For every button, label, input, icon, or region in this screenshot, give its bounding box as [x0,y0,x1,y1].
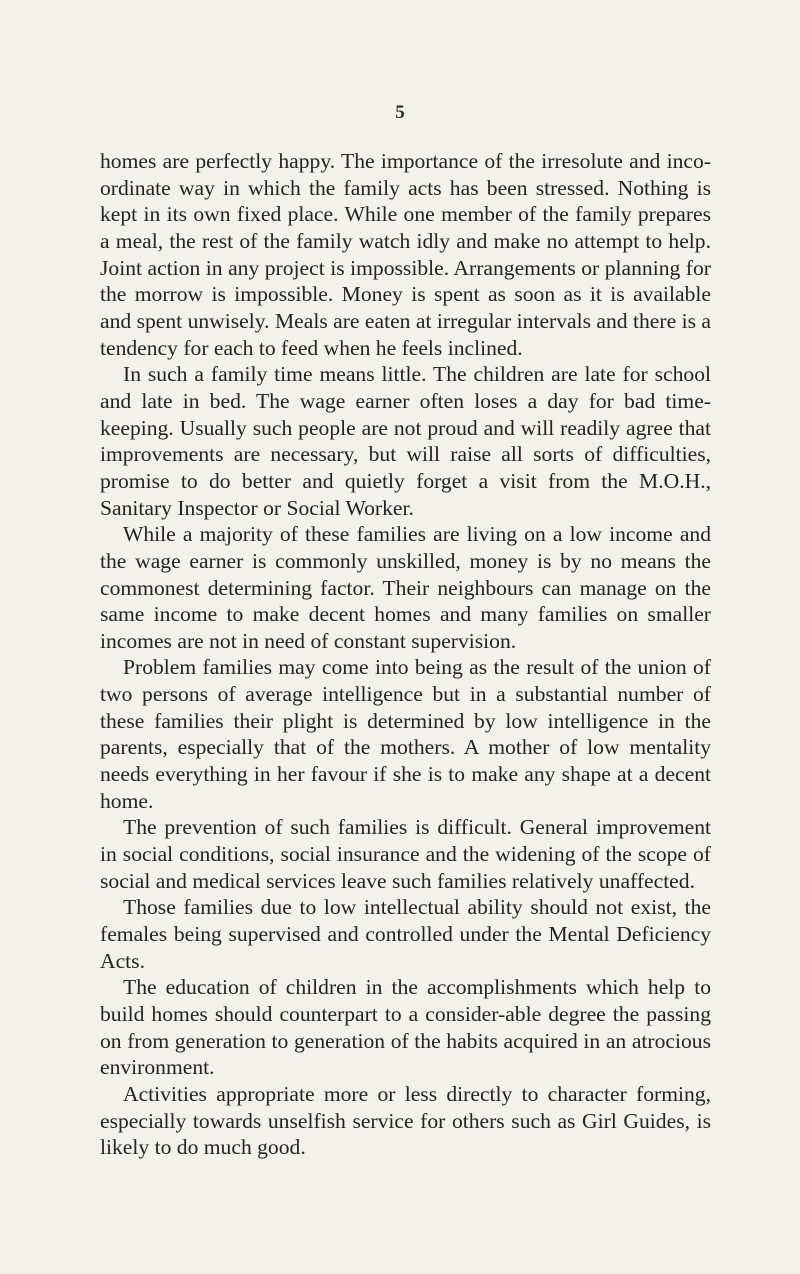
paragraph-6: Those families due to low intellectual ability should not exist, the females being supervised and controlled under the Mental Deficiency Acts. [100,895,711,973]
paragraph-2: In such a family time means little. The children are late for school and late in bed. The wage earner often loses a day for bad time-keeping. Usually such people are not proud and will readily agree that improvements are necessary, but will raise all sorts of difficulties, promise to do better and quietly forget a visit from the M.O.H., Sanitary Inspector or Social Worker. [100,362,711,520]
paragraph-4: Problem families may come into being as the result of the union of two persons of average intelligence but in a substantial number of these families their plight is determined by low intelligence in the parents, especially that of the mothers. A mother of low mentality needs everything in her favour if she is to make any shape at a decent home. [100,655,711,813]
page-number: 5 [395,102,405,123]
paragraph-1: homes are perfectly happy. The importance of the irresolute and inco-ordinate way in which the family acts has been stressed. Nothing is kept in its own fixed place. While one member of the family prepares a meal, the rest of the family watch idly and make no attempt to help. Joint action in any project is impossible. Arrangements or planning for the morrow is impossible. Money is spent as soon as it is available and spent unwisely. Meals are eaten at irregular intervals and there is a tendency for each to feed when he feels inclined. [100,149,711,360]
paragraph-3: While a majority of these families are living on a low income and the wage earner is commonly unskilled, money is by no means the commonest determining factor. Their neighbours can manage on the same income to make decent homes and many families on smaller incomes are not in need of constant supervision. [100,522,711,653]
paragraph-8: Activities appropriate more or less directly to character forming, especially towards unselfish service for others such as Girl Guides, is likely to do much good. [100,1081,711,1160]
paragraph-5: The prevention of such families is difficult. General improvement in social conditions, social insurance and the widening of the scope of social and medical services leave such families relatively unaffected. [100,815,711,893]
paragraph-7: The education of children in the accomplishments which help to build homes should counterpart to a consider-able degree the passing on from generation to generation of the habits acquired in an atrocious environment. [100,975,711,1080]
body-text [100,148,711,1161]
